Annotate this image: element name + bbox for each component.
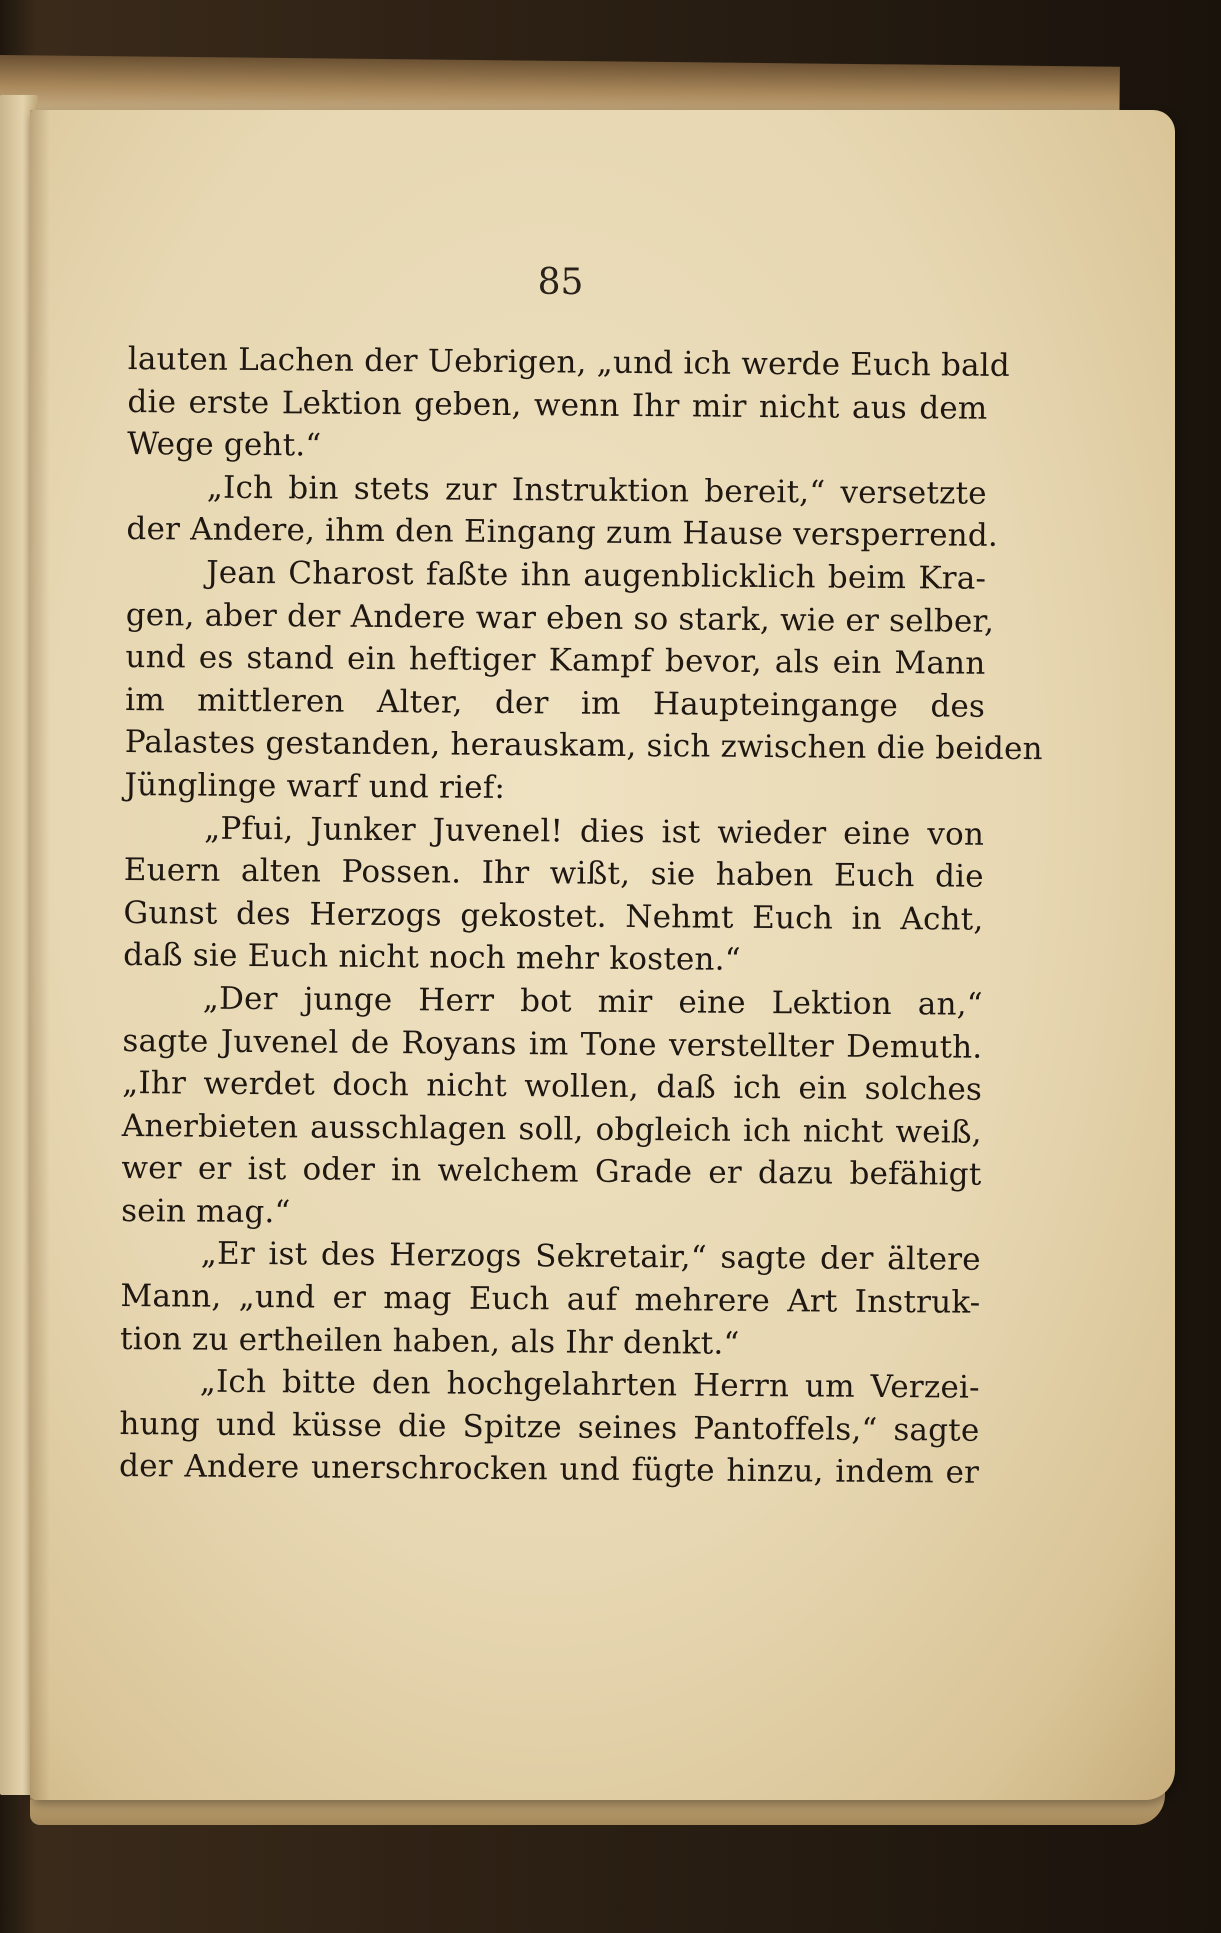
text-line: wer er ist oder in welchem Grade er dazu befähigt (121, 1150, 982, 1194)
text-line: gen, aber der Andere war eben so stark, wie er selber, (125, 596, 995, 640)
text-line: „Ich bitte den hochgelahrten Herrn um Verzei- (199, 1363, 980, 1406)
text-line: lauten Lachen der Uebrigen, „und ich werde Euch bald (127, 340, 1011, 384)
text-line: „Pfui, Junker Juvenel! dies ist wieder eine von (204, 810, 985, 853)
text-line: Wege geht.“ (127, 426, 322, 464)
text-line: sagte Juvenel de Royans im Tone verstellter Demuth. (122, 1022, 983, 1066)
text-line: Gunst des Herzogs gekostet. Nehmt Euch in Acht, (123, 894, 984, 938)
page-number: 85 (537, 262, 584, 303)
text-line: Mann, „und er mag Euch auf mehrere Art Instruk- (120, 1278, 981, 1321)
text-line: daß sie Euch nicht noch mehr kosten.“ (123, 937, 741, 979)
text-line: im mittleren Alter, der im Haupteingange des (125, 681, 986, 725)
text-line: der Andere, ihm den Eingang zum Hause versperrend. (126, 511, 999, 555)
text-line: der Andere unerschrocken und fügte hinzu, indem er (118, 1448, 980, 1492)
text-line: tion zu ertheilen haben, als Ihr denkt.“ (119, 1320, 740, 1362)
text-line: „Der junge Herr bot mir eine Lektion an,“ (202, 980, 983, 1023)
text-line: Anerbieten ausschlagen soll, obgleich ich nicht weiß, (121, 1107, 982, 1151)
text-line: sein mag.“ (121, 1192, 291, 1231)
text-line: Euern alten Possen. Ihr wißt, sie haben Euch die (123, 852, 984, 895)
page-gutter-shadow (30, 110, 50, 1800)
body-text (118, 338, 1043, 1495)
text-line: und es stand ein heftiger Kampf bevor, als ein Mann (125, 639, 986, 682)
text-line: Jünglinge warf und rief: (124, 766, 506, 806)
text-line: hung und küsse die Spitze seines Pantoffels,“ sagte (119, 1405, 980, 1449)
text-line: „Ihr werdet doch nicht wollen, daß ich ein solches (122, 1065, 983, 1108)
text-line: „Ich bin stets zur Instruktion bereit,“ versetzte (206, 469, 987, 512)
text-line: Jean Charost faßte ihn augenblicklich beim Kra- (206, 554, 987, 597)
text-line: „Er ist des Herzogs Sekretair,“ sagte der ältere (200, 1236, 981, 1279)
text-line: die erste Lektion geben, wenn Ihr mir nicht aus dem (127, 383, 988, 427)
text-line: Palastes gestanden, herauskam, sich zwischen die beiden (124, 724, 1043, 768)
